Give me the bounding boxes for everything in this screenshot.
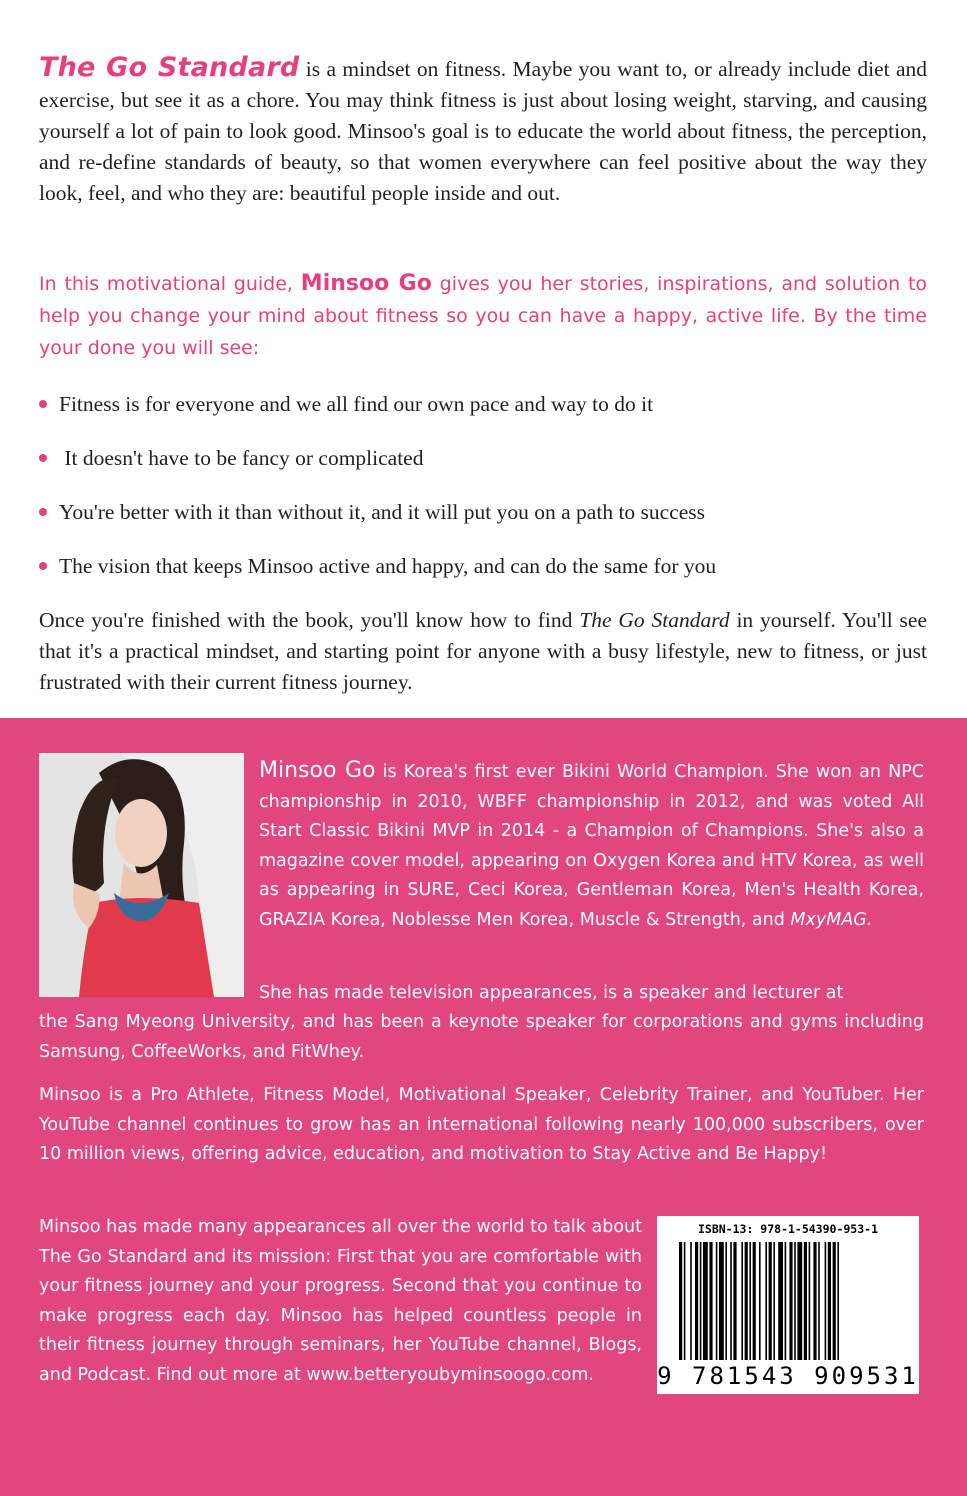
author-photo [39,753,244,997]
barcode-bar [759,1242,761,1360]
barcode-bar [818,1242,820,1360]
isbn-label: ISBN-13: 978-1-54390-953-1 [697,1222,878,1236]
barcode-bar [765,1242,767,1360]
intro-text: is a mindset on fitness. Maybe you want to, or already include diet and exercise, but see it as a chore. You may think fitness is just about losing weight, starving, and causing yourself a lot of pain to look good. Minsoo's goal is to educate the world about fitness, the perception, and re-define standards of beauty, so that women everywhere can feel positive about the way they look, feel, and who they are: beautiful people inside and out. [39,57,927,205]
bio-author-name: Minsoo Go [259,758,376,783]
barcode-bar [809,1242,811,1360]
barcode-bar [690,1242,692,1360]
bullet-text: Fitness is for everyone and we all find our own pace and way to do it [59,392,654,416]
bio-magazine-name: MxyMAG. [790,909,873,930]
barcode-bar [679,1242,682,1360]
bio-paragraph-2: the Sang Myeong University, and has been a keynote speaker for corporations and gyms including Samsung, CoffeeWorks, and FitWhey. [39,1012,924,1062]
bullet-text: The vision that keeps Minsoo active and happy, and can do the same for you [59,554,717,578]
intro-paragraph [39,52,927,209]
barcode-bar [778,1242,783,1360]
bio-paragraph-2-first-line: She has made television appearances, is a speaker and lecturer at [259,983,844,1003]
bullet-dot-icon [39,562,47,570]
bullet-item [39,497,927,527]
bullet-item [39,389,927,419]
barcode-bar [730,1242,732,1360]
barcode-bar [789,1242,792,1360]
barcode-bar [797,1242,802,1360]
barcode-bar [828,1242,831,1360]
barcode-bar [745,1242,748,1360]
barcode-bar [813,1242,816,1360]
bio-paragraph-1 [259,756,924,935]
bullet-text: It doesn't have to be fancy or complicated [59,446,424,470]
barcode-bar [833,1242,836,1360]
guide-text-after: gives you her stories, inspirations, and solution to help you change your mind about fitness so you can have a happy, active life. By the time your done you will see: [39,273,928,359]
barcode-bar [804,1242,807,1360]
bullet-dot-icon [39,508,47,516]
barcode-bar [749,1242,751,1360]
closing-text-after: in yourself. You'll see that it's a practical mindset, and starting point for anyone with a busy lifestyle, new to fitness, or just frustrated with their current fitness journey. [39,608,927,694]
barcode-bar [725,1242,727,1360]
brand-title: The Go Standard [39,52,300,83]
closing-book-title: The Go Standard [579,608,730,632]
author-photo-illustration [39,753,244,997]
isbn-barcode [657,1216,919,1394]
barcode-bar [695,1242,698,1360]
barcode-bar [773,1242,775,1360]
bullet-item [39,551,927,581]
barcode-bar [785,1242,787,1360]
bio-paragraph-4: Minsoo has made many appearances all over the world to talk about The Go Standard and its mission: First that you are comfortable with your fitness journey and your progress. Second that you continue to make progress each day. Minsoo has helped countless people in their fitness journey through seminars, her YouTube channel, Blogs, and Podcast. Find out more at www.betteryoubyminsoogo.com. [39,1217,642,1385]
barcode-bar [733,1242,736,1360]
barcode-bar [769,1242,772,1360]
barcode-bar [684,1242,686,1360]
barcode-bar [716,1242,718,1360]
bullet-text: You're better with it than without it, and it will put you on a path to success [59,500,706,524]
barcode-bar [794,1242,796,1360]
bio-text-1: is Korea's first ever Bikini World Champion. She won an NPC championship in 2010, WBFF championship in 2012, and was voted All Start Classic Bikini MVP in 2014 - a Champion of Champions. She's also a magazine cover model, appearing on Oxygen Korea and HTV Korea, as well as appearing in SURE, Ceci Korea, Gentleman Korea, Men's Health Korea, GRAZIA Korea, Noblesse Men Korea, Muscle & Strength, and [259,762,924,930]
guide-text-before: In this motivational guide, [39,273,301,295]
author-name: Minsoo Go [300,271,432,296]
barcode-bar [719,1242,724,1360]
barcode-bar [700,1242,702,1360]
guide-paragraph [39,268,927,364]
bullet-dot-icon [39,454,47,462]
barcode-bar [703,1242,708,1360]
closing-text-before: Once you're finished with the book, you'll know how to find [39,608,580,632]
barcode-bar [741,1242,743,1360]
closing-paragraph [39,605,927,698]
bio-paragraph-3: Minsoo is a Pro Athlete, Fitness Model, Motivational Speaker, Celebrity Trainer, and YouTuber. Her YouTube channel continues to grow has an international following nearly 100,000 subscribers, over 10 million views, offering advice, education, and motivation to Stay Active and Be Happy! [39,1085,924,1164]
barcode-bar [837,1242,839,1360]
bullet-dot-icon [39,400,47,408]
bullet-item [39,443,927,473]
barcode-digits: 9 781543 909531 [657,1362,919,1390]
barcode-bar [825,1242,827,1360]
barcode-bar [753,1242,756,1360]
barcode-bar [709,1242,712,1360]
cover-top-section [0,0,967,718]
